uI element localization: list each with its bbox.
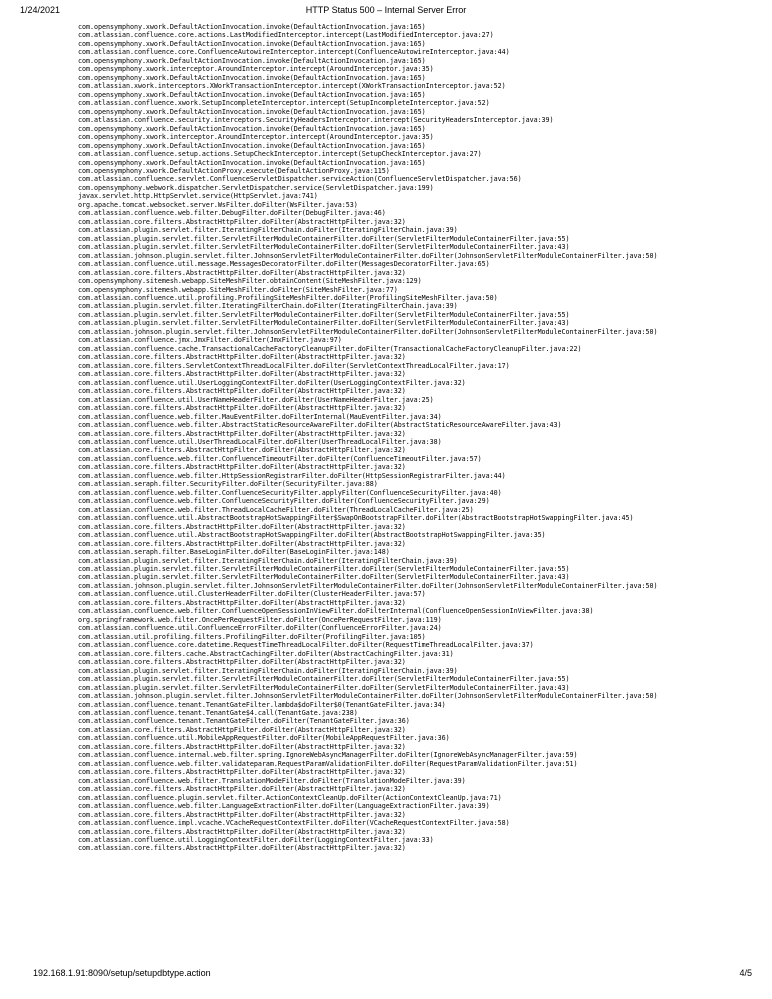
stack-trace-line: com.atlassian.confluence.web.filter.ConfluenceSecurityFilter.doFilter(ConfluenceSecurityFilter.java:29)	[78, 497, 490, 506]
stack-trace-line: com.atlassian.confluence.util.UserLoggingContextFilter.doFilter(UserLoggingContextFilter.java:32)	[78, 378, 466, 387]
stack-trace-line: com.atlassian.core.filters.AbstractHttpFilter.doFilter(AbstractHttpFilter.java:32)	[78, 268, 406, 277]
stack-trace-line: com.atlassian.core.filters.AbstractHttpFilter.doFilter(AbstractHttpFilter.java:32)	[78, 353, 406, 362]
stack-trace-line: com.atlassian.plugin.servlet.filter.ServletFilterModuleContainerFilter.doFilter(ServletFilterModuleContainerFilter.java:55)	[78, 310, 570, 319]
stack-trace-line: com.opensymphony.sitemesh.webapp.SiteMeshFilter.obtainContent(SiteMeshFilter.java:129)	[78, 277, 422, 286]
stack-trace-line: com.atlassian.core.filters.AbstractHttpFilter.doFilter(AbstractHttpFilter.java:32)	[78, 217, 406, 226]
stack-trace-line: com.atlassian.confluence.servlet.ConfluenceServletDispatcher.serviceAction(ConfluenceServletDispatcher.java:56)	[78, 175, 522, 184]
stack-trace-line: com.opensymphony.sitemesh.webapp.SiteMeshFilter.doFilter(SiteMeshFilter.java:77)	[78, 285, 398, 294]
stack-trace-line: com.opensymphony.xwork.interceptor.AroundInterceptor.intercept(AroundInterceptor.java:35)	[78, 133, 434, 142]
stack-trace-line: com.atlassian.confluence.xwork.SetupIncompleteInterceptor.intercept(SetupIncompleteInterceptor.java:52)	[78, 99, 490, 108]
stack-trace-line: com.atlassian.plugin.servlet.filter.ServletFilterModuleContainerFilter.doFilter(ServletFilterModuleContainerFilter.java:43)	[78, 683, 570, 692]
stack-trace-line: com.atlassian.confluence.web.filter.MauEventFilter.doFilterInternal(MauEventFilter.java:34)	[78, 412, 442, 421]
page-title: HTTP Status 500 – Internal Server Error	[305, 5, 467, 15]
stack-trace-line: com.opensymphony.xwork.DefaultActionInvocation.invoke(DefaultActionInvocation.java:165)	[78, 39, 426, 48]
stack-trace-line: com.atlassian.confluence.util.ConfluenceErrorFilter.doFilter(ConfluenceErrorFilter.java:24)	[78, 624, 442, 633]
stack-trace-line: com.atlassian.core.filters.AbstractHttpFilter.doFilter(AbstractHttpFilter.java:32)	[78, 598, 406, 607]
stack-trace-line: com.atlassian.core.filters.AbstractHttpFilter.doFilter(AbstractHttpFilter.java:32)	[78, 810, 406, 819]
stack-trace-line: com.atlassian.util.profiling.filters.ProfilingFilter.doFilter(ProfilingFilter.java:105)	[78, 632, 426, 641]
stack-trace-line: com.opensymphony.xwork.DefaultActionInvocation.invoke(DefaultActionInvocation.java:165)	[78, 73, 426, 82]
stack-trace-line: com.atlassian.confluence.web.filter.DebugFilter.doFilter(DebugFilter.java:46)	[78, 209, 386, 218]
stack-trace-line: com.atlassian.confluence.web.filter.ConfluenceSecurityFilter.applyFilter(ConfluenceSecurityFilter.java:40)	[78, 488, 502, 497]
stack-trace-line: com.atlassian.core.filters.ServletContextThreadLocalFilter.doFilter(ServletContextThreadLocalFilter.java:17)	[78, 361, 510, 370]
stack-trace-line: com.atlassian.johnson.plugin.servlet.filter.JohnsonServletFilterModuleContainerFilter.doFilter(JohnsonServletFilterModuleContainerFilter.java:50)	[78, 581, 658, 590]
stack-trace-line: com.atlassian.core.filters.AbstractHttpFilter.doFilter(AbstractHttpFilter.java:32)	[78, 658, 406, 667]
page-url: 192.168.1.91:8090/setup/setupdbtype.action	[33, 968, 211, 978]
stack-trace-line: com.atlassian.core.filters.AbstractHttpFilter.doFilter(AbstractHttpFilter.java:32)	[78, 785, 406, 794]
stack-trace-line: com.atlassian.plugin.servlet.filter.ServletFilterModuleContainerFilter.doFilter(ServletFilterModuleContainerFilter.java:43)	[78, 573, 570, 582]
stack-trace-line: com.atlassian.plugin.servlet.filter.IteratingFilterChain.doFilter(IteratingFilterChain.java:39)	[78, 666, 458, 675]
stack-trace-line: com.atlassian.confluence.util.AbstractBootstrapHotSwappingFilter.doFilter(AbstractBootstrapHotSwappingFilter.java:35)	[78, 531, 546, 540]
stack-trace-line: com.opensymphony.xwork.DefaultActionInvocation.invoke(DefaultActionInvocation.java:165)	[78, 56, 426, 65]
stack-trace-line: com.atlassian.confluence.tenant.TenantGateFilter.lambda$doFilter$0(TenantGateFilter.java:34)	[78, 700, 446, 709]
stack-trace-line: com.atlassian.confluence.util.AbstractBootstrapHotSwappingFilter$SwapOnBootstrapFilter.doFilter(AbstractBootstrapHotSwappingFilter.java:45)	[78, 514, 634, 523]
stack-trace-line: com.atlassian.plugin.servlet.filter.IteratingFilterChain.doFilter(IteratingFilterChain.java:39)	[78, 226, 458, 235]
stack-trace-line: com.atlassian.confluence.core.ConfluenceAutowireInterceptor.intercept(ConfluenceAutowireInterceptor.java:44)	[78, 48, 510, 57]
stack-trace-line: com.atlassian.core.filters.AbstractHttpFilter.doFilter(AbstractHttpFilter.java:32)	[78, 725, 406, 734]
stack-trace-line: com.opensymphony.xwork.interceptor.AroundInterceptor.intercept(AroundInterceptor.java:35)	[78, 65, 434, 74]
stack-trace-line: com.atlassian.xwork.interceptors.XWorkTransactionInterceptor.intercept(XWorkTransactionInterceptor.java:52)	[78, 82, 506, 91]
stack-trace-line: com.atlassian.confluence.core.datetime.RequestTimeThreadLocalFilter.doFilter(RequestTimeThreadLocalFilter.java:37)	[78, 641, 534, 650]
stack-trace-line: com.opensymphony.xwork.DefaultActionInvocation.invoke(DefaultActionInvocation.java:165)	[78, 158, 426, 167]
stack-trace-line: com.atlassian.plugin.servlet.filter.IteratingFilterChain.doFilter(IteratingFilterChain.java:39)	[78, 302, 458, 311]
stack-trace-line: com.atlassian.core.filters.AbstractHttpFilter.doFilter(AbstractHttpFilter.java:32)	[78, 742, 406, 751]
stack-trace-line: com.atlassian.core.filters.AbstractHttpFilter.doFilter(AbstractHttpFilter.java:32)	[78, 827, 406, 836]
stack-trace-line: com.atlassian.core.filters.AbstractHttpFilter.doFilter(AbstractHttpFilter.java:32)	[78, 463, 406, 472]
stack-trace-line: org.apache.tomcat.websocket.server.WsFilter.doFilter(WsFilter.java:53)	[78, 200, 358, 209]
stack-trace-line: com.atlassian.confluence.security.interceptors.SecurityHeadersInterceptor.intercept(SecurityHeadersInterceptor.java:39)	[78, 116, 554, 125]
stack-trace-line: com.atlassian.confluence.plugin.servlet.filter.ActionContextCleanUp.doFilter(ActionContextCleanUp.java:71)	[78, 793, 502, 802]
stack-trace-line: com.atlassian.plugin.servlet.filter.ServletFilterModuleContainerFilter.doFilter(ServletFilterModuleContainerFilter.java:55)	[78, 234, 570, 243]
print-date: 1/24/2021	[20, 5, 61, 15]
stack-trace-line: com.opensymphony.xwork.DefaultActionInvocation.invoke(DefaultActionInvocation.java:165)	[78, 107, 426, 116]
stack-trace-line: com.atlassian.seraph.filter.SecurityFilter.doFilter(SecurityFilter.java:88)	[78, 480, 378, 489]
stack-trace-line: com.atlassian.core.filters.AbstractHttpFilter.doFilter(AbstractHttpFilter.java:32)	[78, 370, 406, 379]
stack-trace-line: com.atlassian.confluence.web.filter.ConfluenceTimeoutFilter.doFilter(ConfluenceTimeoutFilter.java:57)	[78, 454, 482, 463]
stack-trace-line: com.atlassian.plugin.servlet.filter.IteratingFilterChain.doFilter(IteratingFilterChain.java:39)	[78, 556, 458, 565]
stack-trace-line: com.atlassian.confluence.util.UserThreadLocalFilter.doFilter(UserThreadLocalFilter.java:38)	[78, 437, 442, 446]
stack-trace-line: com.atlassian.confluence.util.profiling.ProfilingSiteMeshFilter.doFilter(ProfilingSiteMeshFilter.java:50)	[78, 294, 498, 302]
stack-trace-line: com.atlassian.confluence.util.UserNameHeaderFilter.doFilter(UserNameHeaderFilter.java:25)	[78, 395, 434, 404]
stack-trace-line: com.atlassian.confluence.tenant.TenantGateFilter.doFilter(TenantGateFilter.java:36)	[78, 717, 410, 726]
stack-trace-line: com.atlassian.confluence.jmx.JmxFilter.doFilter(JmxFilter.java:97)	[78, 336, 342, 345]
stack-trace-line: com.atlassian.core.filters.AbstractHttpFilter.doFilter(AbstractHttpFilter.java:32)	[78, 446, 406, 455]
stack-trace-line: com.atlassian.plugin.servlet.filter.ServletFilterModuleContainerFilter.doFilter(ServletFilterModuleContainerFilter.java:43)	[78, 243, 570, 252]
stack-trace-line: com.atlassian.core.filters.AbstractHttpFilter.doFilter(AbstractHttpFilter.java:32)	[78, 429, 406, 438]
stack-trace-line: com.atlassian.plugin.servlet.filter.ServletFilterModuleContainerFilter.doFilter(ServletFilterModuleContainerFilter.java:43)	[78, 319, 570, 328]
stack-trace-line: com.atlassian.core.filters.AbstractHttpFilter.doFilter(AbstractHttpFilter.java:32)	[78, 404, 406, 413]
stack-trace-line: com.atlassian.confluence.util.LoggingContextFilter.doFilter(LoggingContextFilter.java:33)	[78, 836, 434, 844]
stack-trace-line: com.atlassian.confluence.web.filter.LanguageExtractionFilter.doFilter(LanguageExtractionFilter.java:39)	[78, 802, 490, 811]
stack-trace-line: com.atlassian.plugin.servlet.filter.ServletFilterModuleContainerFilter.doFilter(ServletFilterModuleContainerFilter.java:55)	[78, 675, 570, 684]
stack-trace-line: com.atlassian.confluence.web.filter.AbstractStaticResourceAwareFilter.doFilter(AbstractStaticResourceAwareFilter.java:43)	[78, 421, 562, 430]
stack-trace	[78, 23, 768, 988]
stack-trace-line: com.atlassian.confluence.web.filter.validateparam.RequestParamValidationFilter.doFilter(RequestParamValidationFilter.java:51)	[78, 759, 578, 768]
stack-trace-line: com.atlassian.confluence.internal.web.filter.spring.IgnoreWebAsyncManagerFilter.doFilter(IgnoreWebAsyncManagerFilter.java:59)	[78, 751, 578, 760]
stack-trace-line: com.atlassian.confluence.setup.actions.SetupCheckInterceptor.intercept(SetupCheckInterceptor.java:27)	[78, 150, 482, 159]
stack-trace-line: org.springframework.web.filter.OncePerRequestFilter.doFilter(OncePerRequestFilter.java:119)	[78, 615, 442, 624]
stack-trace-line: com.atlassian.confluence.web.filter.ConfluenceOpenSessionInViewFilter.doFilterInternal(ConfluenceOpenSessionInViewFilter.java:38)	[78, 607, 594, 616]
stack-trace-line: com.atlassian.core.filters.AbstractHttpFilter.doFilter(AbstractHttpFilter.java:32)	[78, 844, 406, 853]
stack-trace-line: com.atlassian.core.filters.AbstractHttpFilter.doFilter(AbstractHttpFilter.java:32)	[78, 387, 406, 396]
stack-trace-line: com.opensymphony.webwork.dispatcher.ServletDispatcher.service(ServletDispatcher.java:199)	[78, 183, 434, 192]
stack-trace-line: com.atlassian.confluence.util.MobileAppRequestFilter.doFilter(MobileAppRequestFilter.java:36)	[78, 734, 450, 743]
stack-trace-line: com.atlassian.plugin.servlet.filter.ServletFilterModuleContainerFilter.doFilter(ServletFilterModuleContainerFilter.java:55)	[78, 565, 570, 573]
stack-trace-line: com.atlassian.confluence.web.filter.TranslationModeFilter.doFilter(TranslationModeFilter.java:39)	[78, 776, 466, 785]
page-indicator: 4/5	[739, 968, 752, 978]
stack-trace-line: com.atlassian.confluence.tenant.TenantGate$4.call(TenantGate.java:238)	[78, 708, 358, 717]
stack-trace-line: com.atlassian.johnson.plugin.servlet.filter.JohnsonServletFilterModuleContainerFilter.doFilter(JohnsonServletFilterModuleContainerFilter.java:50)	[78, 251, 658, 260]
stack-trace-line: com.opensymphony.xwork.DefaultActionInvocation.invoke(DefaultActionInvocation.java:165)	[78, 141, 426, 150]
stack-trace-line: com.opensymphony.xwork.DefaultActionInvocation.invoke(DefaultActionInvocation.java:165)	[78, 23, 426, 31]
stack-trace-line: com.atlassian.johnson.plugin.servlet.filter.JohnsonServletFilterModuleContainerFilter.doFilter(JohnsonServletFilterModuleContainerFilter.java:50)	[78, 327, 658, 336]
stack-trace-line: com.atlassian.core.filters.AbstractHttpFilter.doFilter(AbstractHttpFilter.java:32)	[78, 522, 406, 531]
stack-trace-line: com.opensymphony.xwork.DefaultActionInvocation.invoke(DefaultActionInvocation.java:165)	[78, 124, 426, 133]
stack-trace-line: com.atlassian.johnson.plugin.servlet.filter.JohnsonServletFilterModuleContainerFilter.doFilter(JohnsonServletFilterModuleContainerFilter.java:50)	[78, 692, 658, 701]
stack-trace-line: com.atlassian.confluence.core.actions.LastModifiedInterceptor.intercept(LastModifiedInterceptor.java:27)	[78, 31, 494, 40]
stack-trace-line: com.atlassian.confluence.web.filter.ThreadLocalCacheFilter.doFilter(ThreadLocalCacheFilter.java:25)	[78, 505, 474, 514]
stack-trace-line: com.atlassian.core.filters.AbstractHttpFilter.doFilter(AbstractHttpFilter.java:32)	[78, 539, 406, 548]
stack-trace-line: com.atlassian.seraph.filter.BaseLoginFilter.doFilter(BaseLoginFilter.java:148)	[78, 548, 390, 557]
stack-trace-line: com.opensymphony.xwork.DefaultActionProxy.execute(DefaultActionProxy.java:115)	[78, 166, 390, 175]
print-header	[0, 5, 772, 19]
stack-trace-line: com.atlassian.confluence.web.filter.HttpSessionRegistrarFilter.doFilter(HttpSessionRegistrarFilter.java:44)	[78, 471, 506, 480]
stack-trace-line: com.atlassian.confluence.util.ClusterHeaderFilter.doFilter(ClusterHeaderFilter.java:57)	[78, 590, 426, 599]
stack-trace-line: com.atlassian.confluence.util.message.MessagesDecoratorFilter.doFilter(MessagesDecoratorFilter.java:65)	[78, 260, 490, 269]
stack-trace-line: com.opensymphony.xwork.DefaultActionInvocation.invoke(DefaultActionInvocation.java:165)	[78, 90, 426, 99]
stack-trace-line: com.atlassian.confluence.impl.vcache.VCacheRequestContextFilter.doFilter(VCacheRequestContextFilter.java:58)	[78, 819, 510, 828]
stack-trace-line: com.atlassian.confluence.cache.TransactionalCacheFactoryCleanupFilter.doFilter(TransactionalCacheFactoryCleanupFilter.java:22)	[78, 344, 582, 353]
stack-trace-line: com.atlassian.core.filters.AbstractHttpFilter.doFilter(AbstractHttpFilter.java:32)	[78, 768, 406, 777]
print-footer	[0, 968, 772, 982]
stack-trace-line: javax.servlet.http.HttpServlet.service(HttpServlet.java:741)	[78, 192, 318, 201]
stack-trace-line: com.atlassian.core.filters.cache.AbstractCachingFilter.doFilter(AbstractCachingFilter.java:31)	[78, 649, 454, 658]
